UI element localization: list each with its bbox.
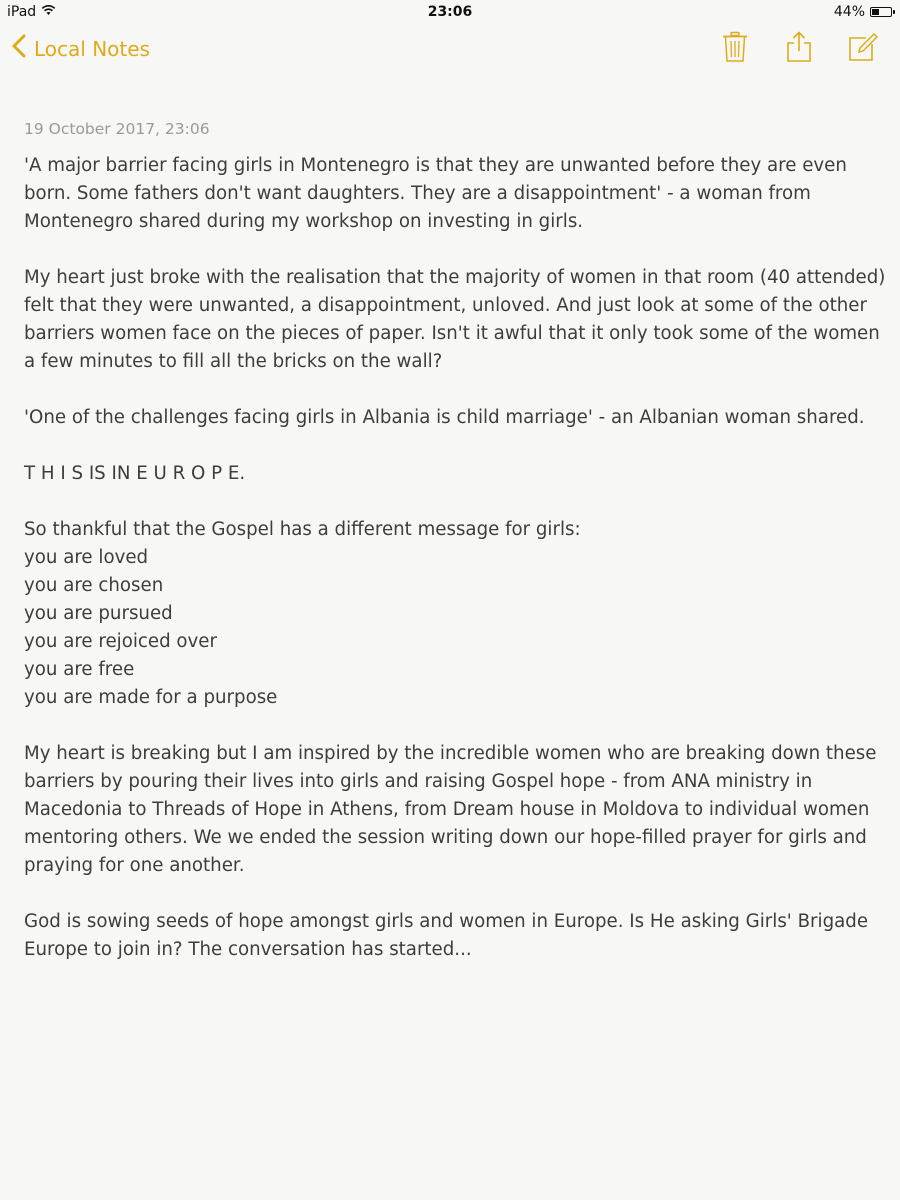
battery-percent: 44%	[833, 4, 865, 20]
share-icon	[786, 31, 812, 67]
trash-icon	[722, 31, 748, 67]
status-right	[834, 4, 892, 20]
compose-button[interactable]	[848, 32, 878, 66]
compose-icon	[848, 32, 878, 66]
device-label: iPad	[7, 4, 37, 20]
battery-icon	[870, 7, 892, 17]
back-button[interactable]	[12, 34, 150, 63]
chevron-left-icon	[12, 34, 26, 63]
battery-fill	[872, 9, 879, 15]
note-date: 19 October 2017, 23:06	[24, 120, 210, 138]
share-button[interactable]	[784, 32, 814, 66]
clock: 23:06	[427, 4, 473, 20]
nav-bar	[0, 24, 900, 76]
note[interactable]	[24, 120, 886, 964]
back-label: Local Notes	[34, 36, 150, 61]
delete-button[interactable]	[720, 32, 750, 66]
toolbar	[720, 32, 878, 66]
note-body[interactable]: 'A major barrier facing girls in Montenegro is that they are unwanted before they are even born. Some fathers don't want daughters. They are a disappointment' - a woman from Montenegro shared during my workshop on investing in girls. My heart just broke with the realisation that the majority of women in that room (40 attended) felt that they were unwanted, a disappointment, unloved. And just look at some of the other barriers women face on the pieces of paper. Isn't it awful that it only took some of the women a few minutes to fill all the bricks on the wall? 'One of the challenges facing girls in Albania is child marriage' - an Albanian woman shared. T H I S IS IN E U R O P E. So thankful that the Gospel has a different message for girls: you are loved you are chosen you are pursued you are rejoiced over you are free you are made for a purpose My heart is breaking but I am inspired by the incredible women who are breaking down these barriers by pouring their lives into girls and raising Gospel hope - from ANA ministry in Macedonia to Threads of Hope in Athens, from Dream house in Moldova to individual women mentoring others. We we ended the session writing down our hope-filled prayer for girls and praying for one another. God is sowing seeds of hope amongst girls and women in Europe. Is He asking Girls' Brigade Europe to join in? The conversation has started...	[24, 155, 886, 960]
status-bar	[0, 0, 900, 24]
